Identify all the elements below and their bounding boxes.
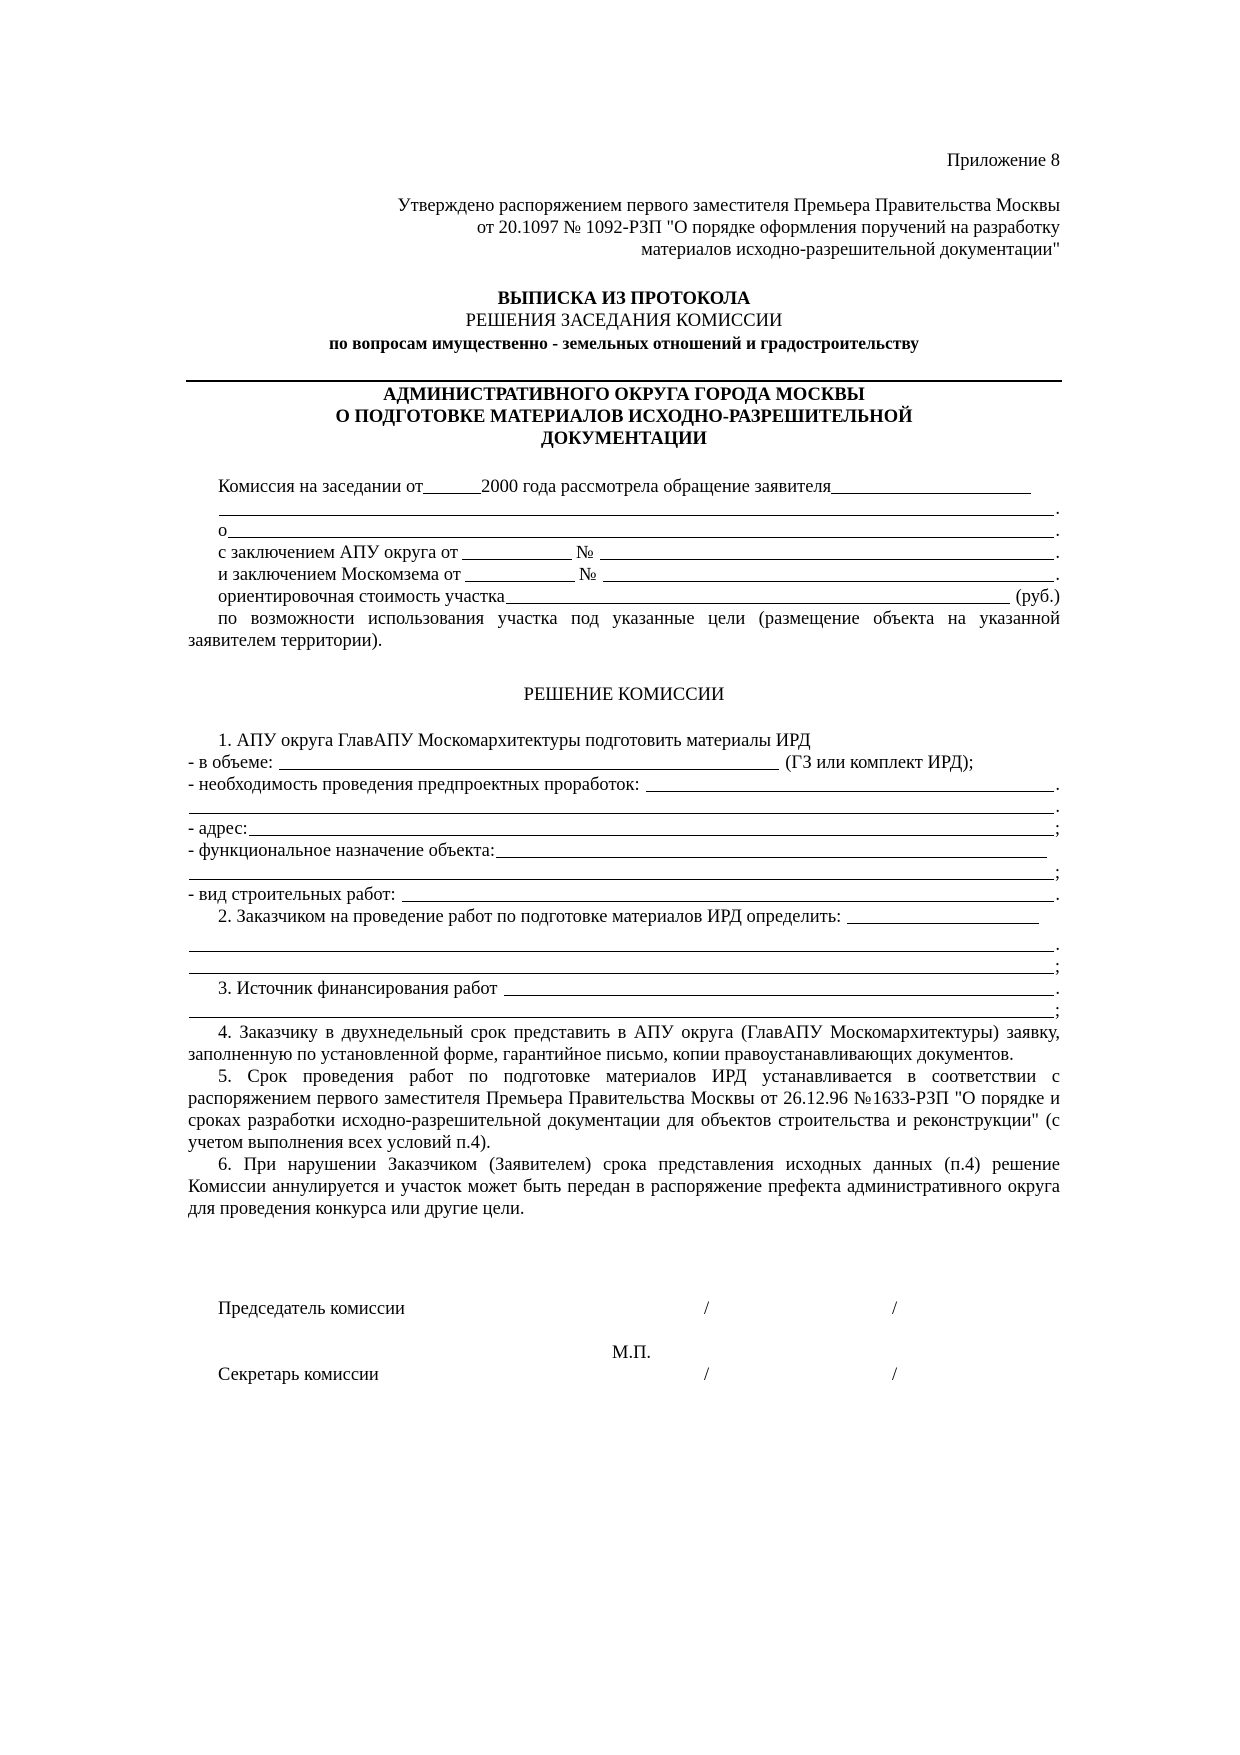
decision-item-6: 6. При нарушении Заказчиком (Заявителем) срока представления исходных данных (п.4) решение Комиссии аннулируется и участок может быть передан в распоряжение префекта административного округа для проведения конкурса или другие цели. [188, 1155, 1060, 1219]
session-middle: 2000 года рассмотрела обращение заявителя [481, 477, 832, 497]
period: . [1055, 775, 1060, 795]
session-row [188, 476, 1060, 498]
function-continued-row [188, 862, 1060, 884]
document-title [188, 288, 1060, 354]
period: . [1055, 979, 1060, 999]
period: . [1055, 499, 1060, 519]
title-line: ДОКУМЕНТАЦИИ [541, 429, 707, 449]
financing-continued-row [188, 1000, 1060, 1022]
customer-field-continued[interactable] [189, 934, 1054, 952]
title-divider [186, 380, 1062, 382]
works-prefix: - вид строительных работ: [188, 885, 396, 905]
preproject-field[interactable] [646, 774, 1055, 792]
approval-block [188, 195, 1060, 261]
decision-item-4: 4. Заказчику в двухнедельный срок представить в АПУ округа (ГлавАПУ Москомархитектуры) заявку, заполненную по установленной форме, гарантийное письмо, копии правоустанавливающих документов. [188, 1023, 1060, 1065]
cost-prefix: ориентировочная стоимость участка [218, 587, 505, 607]
moskomzem-date-field[interactable] [465, 564, 575, 582]
appendix-label: Приложение 8 [946, 151, 1060, 171]
cost-suffix: (руб.) [1015, 587, 1060, 607]
chairman-label: Председатель комиссии [218, 1299, 405, 1319]
semicolon: ; [1054, 957, 1060, 977]
financing-field-continued[interactable] [189, 1000, 1054, 1018]
apu-prefix: с заключением АПУ округа от [218, 543, 459, 563]
title-line: ВЫПИСКА ИЗ ПРОТОКОЛА [497, 289, 751, 309]
stamp-row [188, 1342, 1060, 1364]
customer-field[interactable] [847, 906, 1039, 924]
intro-section [188, 476, 1060, 652]
secretary-label: Секретарь комиссии [218, 1365, 379, 1385]
customer-continued-row-2 [188, 956, 1060, 978]
apu-date-field[interactable] [462, 542, 572, 560]
works-row [188, 884, 1060, 906]
number-sign: № [578, 565, 597, 585]
decision-heading: РЕШЕНИЕ КОМИССИИ [523, 685, 725, 705]
about-prefix: о [218, 521, 228, 541]
decision-item-3-row [188, 978, 1060, 1000]
title-line: О ПОДГОТОВКЕ МАТЕРИАЛОВ ИСХОДНО-РАЗРЕШИТЕЛЬНОЙ [335, 407, 913, 427]
function-field[interactable] [496, 840, 1047, 858]
stamp-label: М.П. [612, 1343, 652, 1363]
decision-item-1: 1. АПУ округа ГлавАПУ Москомархитектуры подготовить материалы ИРД [218, 731, 811, 751]
applicant-field[interactable] [831, 476, 1031, 494]
semicolon: ; [1054, 863, 1060, 883]
cost-field[interactable] [506, 586, 1010, 604]
address-field[interactable] [249, 818, 1054, 836]
volume-field[interactable] [279, 752, 779, 770]
preproject-row [188, 774, 1060, 796]
function-row [188, 840, 1060, 862]
decision-item-2-row [188, 906, 1060, 928]
apu-conclusion-row [188, 542, 1060, 564]
period: . [1055, 565, 1060, 585]
period: . [1055, 885, 1060, 905]
works-field[interactable] [402, 884, 1055, 902]
moskomzem-number-field[interactable] [603, 564, 1055, 582]
volume-row [188, 752, 1060, 774]
preproject-field-continued[interactable] [189, 796, 1054, 814]
moskomzem-prefix: и заключением Москомзема от [218, 565, 461, 585]
title-line: РЕШЕНИЯ ЗАСЕДАНИЯ КОМИССИИ [465, 311, 783, 331]
approval-line: от 20.1097 № 1092-РЗП "О порядке оформления поручений на разработку [476, 218, 1060, 238]
semicolon: ; [1054, 819, 1060, 839]
chairman-signature-slash: / [704, 1299, 710, 1319]
period: . [1055, 797, 1060, 817]
semicolon: ; [1054, 1001, 1060, 1021]
purpose-paragraph: по возможности использования участка под указанные цели (размещение объекта на указанной заявителем территории). [188, 609, 1060, 651]
session-prefix: Комиссия на заседании от [218, 477, 424, 497]
about-row [188, 520, 1060, 542]
moskomzem-conclusion-row [188, 564, 1060, 586]
document-subtitle [188, 384, 1060, 450]
function-prefix: - функциональное назначение объекта: [188, 841, 495, 861]
preproject-prefix: - необходимость проведения предпроектных проработок: [188, 775, 640, 795]
customer-continued-row [188, 934, 1060, 956]
decision-item-5: 5. Срок проведения работ по подготовке материалов ИРД устанавливается в соответствии с распоряжением первого заместителя Премьера Правительства Москвы от 26.12.96 №1633-РЗП "О порядке и сроках разработки исходно-разрешительной документации для объектов строительства и реконструкции" (с учетом выполнения всех условий п.4). [188, 1067, 1060, 1153]
function-field-continued[interactable] [189, 862, 1054, 880]
decision-item-3: 3. Источник финансирования работ [218, 979, 498, 999]
number-sign: № [576, 543, 594, 563]
address-prefix: - адрес: [188, 819, 248, 839]
approval-line: материалов исходно-разрешительной документации" [641, 240, 1060, 260]
secretary-row [188, 1364, 1060, 1386]
secretary-name-slash: / [892, 1365, 898, 1385]
cost-row [188, 586, 1060, 608]
about-field[interactable] [228, 520, 1054, 538]
title-line: по вопросам имущественно - земельных отношений и градостроительству [328, 333, 920, 353]
period: . [1055, 521, 1060, 541]
preproject-continued-row [188, 796, 1060, 818]
chairman-row [188, 1298, 1060, 1320]
apu-number-field[interactable] [600, 542, 1055, 560]
session-date-field[interactable] [423, 476, 481, 494]
financing-field[interactable] [504, 978, 1055, 996]
decision-item-2: 2. Заказчиком на проведение работ по подготовке материалов ИРД определить: [218, 907, 842, 927]
volume-prefix: - в объеме: [188, 753, 274, 773]
approval-line: Утверждено распоряжением первого заместителя Премьера Правительства Москвы [397, 196, 1060, 216]
signature-block [188, 1298, 1060, 1386]
address-row [188, 818, 1060, 840]
period: . [1055, 543, 1060, 563]
chairman-name-slash: / [892, 1299, 898, 1319]
secretary-signature-slash: / [704, 1365, 710, 1385]
applicant-continued-row [188, 498, 1060, 520]
period: . [1055, 935, 1060, 955]
customer-field-continued-2[interactable] [189, 956, 1054, 974]
title-line: АДМИНИСТРАТИВНОГО ОКРУГА ГОРОДА МОСКВЫ [383, 385, 865, 405]
applicant-field-continued[interactable] [219, 498, 1054, 516]
decision-section [188, 730, 1060, 1220]
volume-suffix: (ГЗ или комплект ИРД); [785, 753, 974, 773]
